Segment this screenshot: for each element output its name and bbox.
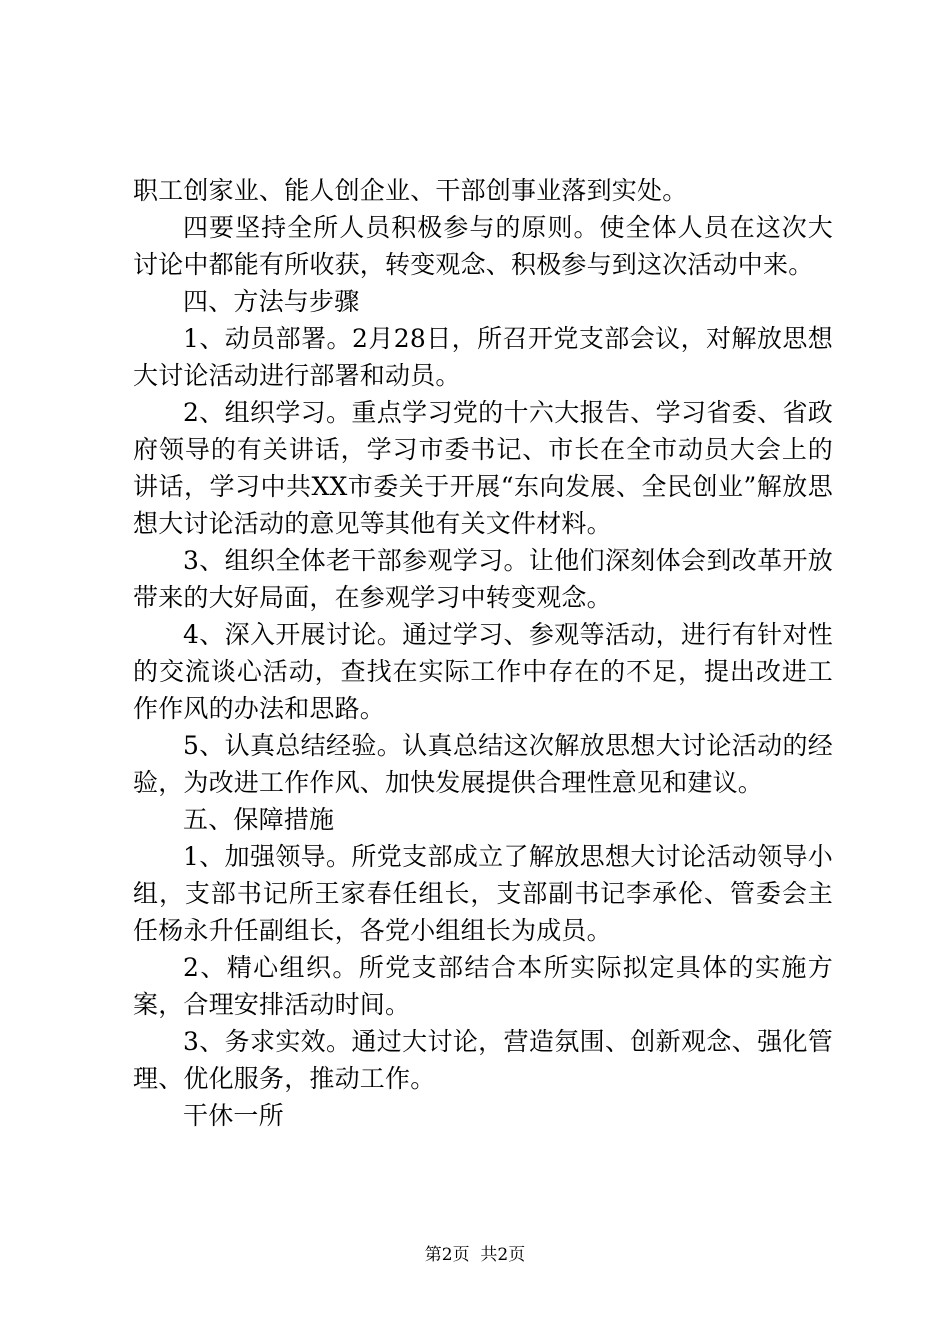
- paragraph-measure-1: 1、加强领导。所党支部成立了解放思想大讨论活动领导小组，支部书记所王家春任组长，支部副书记李承伦、管委会主任杨永升任副组长，各党小组组长为成员。: [133, 842, 833, 945]
- section-heading-methods: 四、方法与步骤: [183, 287, 360, 316]
- page-number-label: 第2页 共2页: [424, 1245, 526, 1265]
- paragraph-measure-3: 3、务求实效。通过大讨论，营造氛围、创新观念、强化管理、优化服务，推动工作。: [133, 1027, 833, 1093]
- paragraph-step-4: 4、深入开展讨论。通过学习、参观等活动，进行有针对性的交流谈心活动，查找在实际工作中存在的不足，提出改进工作作风的办法和思路。: [133, 620, 833, 723]
- paragraph-step-2: 2、组织学习。重点学习党的十六大报告、学习省委、省政府领导的有关讲话，学习市委书记、市长在全市动员大会上的讲话，学习中共XX市委关于开展“东向发展、全民创业”解放思想大讨论活动的意见等其他有关文件材料。: [133, 398, 833, 538]
- paragraph-step-1: 1、动员部署。2月28日，所召开党支部会议，对解放思想大讨论活动进行部署和动员。: [133, 324, 833, 390]
- paragraph-principle-four: 四要坚持全所人员积极参与的原则。使全体人员在这次大讨论中都能有所收获，转变观念、积极参与到这次活动中来。: [133, 213, 833, 279]
- paragraph-step-3: 3、组织全体老干部参观学习。让他们深刻体会到改革开放带来的大好局面，在参观学习中转变观念。: [133, 546, 833, 612]
- paragraph-measure-2: 2、精心组织。所党支部结合本所实际拟定具体的实施方案，合理安排活动时间。: [133, 953, 833, 1019]
- document-body: [133, 172, 833, 1134]
- signature-organization: 干休一所: [183, 1101, 284, 1130]
- section-heading-safeguards: 五、保障措施: [183, 805, 335, 834]
- paragraph-continuation: 职工创家业、能人创企业、干部创事业落到实处。: [133, 176, 688, 205]
- paragraph-step-5: 5、认真总结经验。认真总结这次解放思想大讨论活动的经验，为改进工作作风、加快发展提供合理性意见和建议。: [133, 731, 833, 797]
- page-footer: [0, 1244, 950, 1266]
